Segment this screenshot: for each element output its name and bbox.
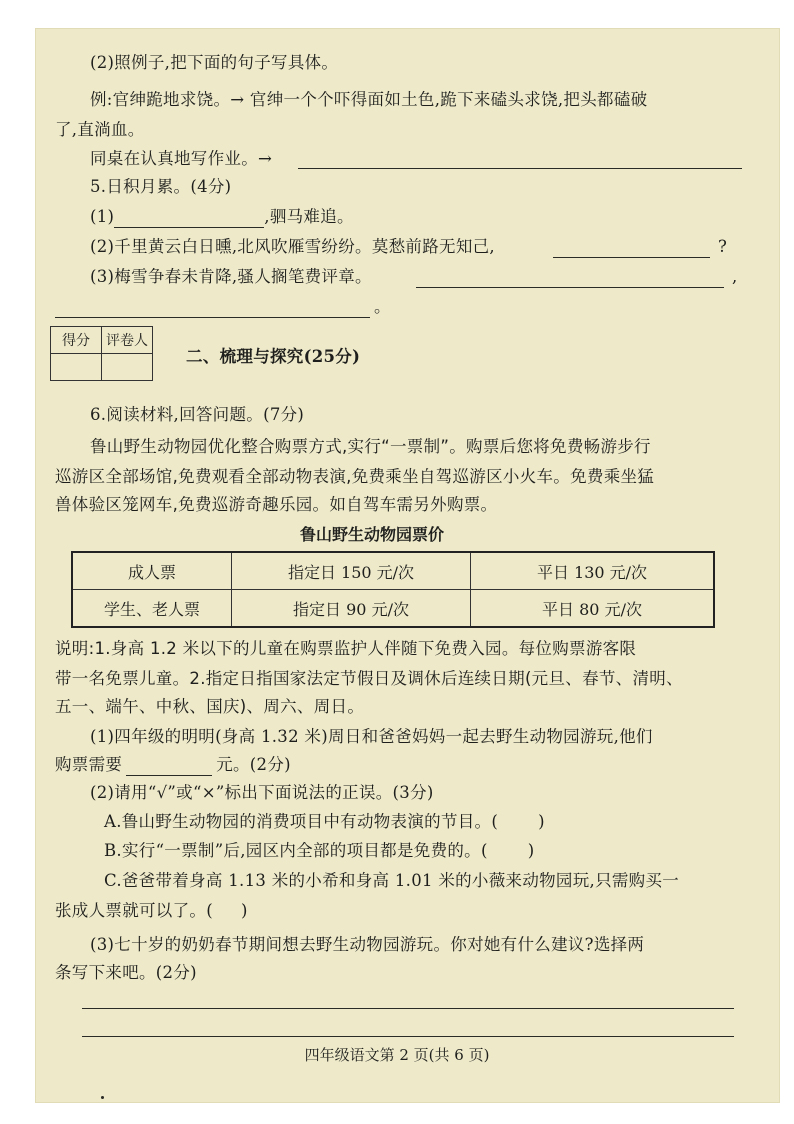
q6-passage-line: 兽体验区笼网车,免费巡游奇趣乐园。如自驾车需另外购票。 (55, 495, 498, 514)
q6-sub1-line1: (1)四年级的明明(身高 1.32 米)周日和爸爸妈妈一起去野生动物园游玩,他们 (90, 727, 653, 746)
grader-cell[interactable] (102, 354, 153, 381)
q6-note-line: 带一名免票儿童。2.指定日指国家法定节假日及调休后连续日期(元旦、春节、清明、 (55, 669, 683, 688)
table-cell: 指定日 150 元/次 (232, 552, 471, 590)
close-paren: ) (240, 901, 248, 920)
q6-passage-line: 巡游区全部场馆,免费观看全部动物表演,免费乘坐自驾巡游区小火车。免费乘坐猛 (55, 467, 655, 486)
q5-item1-prefix: (1) (90, 207, 115, 226)
q4-2-prompt: 同桌在认真地写作业。→ (90, 149, 273, 168)
q6-sub2-a-text: A.鲁山野生动物园的消费项目中有动物表演的节目。( (104, 812, 499, 831)
q5-item1-suffix: ,驷马难追。 (264, 207, 354, 226)
score-box (50, 326, 153, 381)
q6-sub2-c-text: 张成人票就可以了。( (55, 901, 213, 920)
table-cell: 指定日 90 元/次 (232, 590, 471, 628)
q6-sub3-line2: 条写下来吧。(2分) (55, 963, 197, 982)
q6-sub3-answer-line[interactable] (82, 1008, 734, 1009)
close-paren: ) (538, 812, 545, 831)
q4-2-example-line1: 例:官绅跪地求饶。→ 官绅一个个吓得面如土色,跪下来磕头求饶,把头都磕破 (90, 90, 648, 109)
q5-item3-end: , (732, 267, 738, 286)
page-footer: 四年级语文第 2 页(共 6 页) (304, 1046, 490, 1064)
grader-label: 评卷人 (102, 327, 153, 354)
q6-note-line: 说明:1.身高 1.2 米以下的儿童在购票监护人伴随下免费入园。每位购票游客限 (55, 639, 637, 658)
price-table-caption: 鲁山野生动物园票价 (300, 525, 445, 544)
table-cell: 平日 80 元/次 (471, 590, 715, 628)
q5-item3: (3)梅雪争春未肯降,骚人搁笔费评章。 (90, 267, 372, 286)
q6-sub3-answer-line[interactable] (82, 1036, 734, 1037)
q6-sub2-title: (2)请用“√”或“×”标出下面说法的正误。(3分) (90, 783, 434, 802)
section-2-title: 二、梳理与探究(25分) (186, 347, 361, 366)
q5-title: 5.日积月累。(4分) (90, 177, 232, 196)
q6-sub2-a (104, 811, 545, 833)
q6-sub1-line2 (55, 754, 291, 776)
q5-item1-blank[interactable] (114, 209, 264, 228)
score-cell[interactable] (51, 354, 102, 381)
scan-speck (101, 1096, 104, 1099)
q4-2-instruction: (2)照例子,把下面的句子写具体。 (90, 53, 339, 72)
q6-sub1-suffix: 元。(2分) (216, 755, 291, 774)
q6-sub1-answer-blank[interactable] (126, 757, 212, 776)
q6-sub3-line1: (3)七十岁的奶奶春节期间想去野生动物园游玩。你对她有什么建议?选择两 (90, 935, 645, 954)
q5-item2-end: ? (718, 237, 728, 256)
table-cell: 成人票 (72, 552, 232, 590)
score-label: 得分 (51, 327, 102, 354)
q6-sub2-b (104, 840, 534, 862)
table-row (72, 552, 714, 590)
q5-item1 (90, 206, 354, 228)
close-paren: ) (527, 841, 535, 860)
q5-item3-blank2[interactable] (55, 317, 370, 318)
q5-item3-blank1[interactable] (416, 287, 724, 288)
q5-item2: (2)千里黄云白日曛,北风吹雁雪纷纷。莫愁前路无知己, (90, 237, 495, 256)
table-cell: 学生、老人票 (72, 590, 232, 628)
table-cell: 平日 130 元/次 (471, 552, 715, 590)
q6-note-line: 五一、端午、中秋、国庆)、周六、周日。 (55, 697, 365, 716)
q6-passage-line: 鲁山野生动物园优化整合购票方式,实行“一票制”。购票后您将免费畅游步行 (90, 437, 651, 456)
q4-2-answer-line[interactable] (298, 168, 742, 169)
q6-sub2-b-text: B.实行“一票制”后,园区内全部的项目都是免费的。( (104, 841, 488, 860)
price-table (71, 551, 715, 628)
q4-2-example-line2: 了,直淌血。 (55, 120, 145, 139)
q5-item2-blank[interactable] (553, 257, 710, 258)
q6-title: 6.阅读材料,回答问题。(7分) (90, 405, 305, 424)
table-row (72, 590, 714, 628)
q5-item3-close: 。 (374, 297, 391, 316)
q6-sub2-c-line1: C.爸爸带着身高 1.13 米的小希和身高 1.01 米的小薇来动物园玩,只需购买一 (104, 871, 680, 890)
q6-sub2-c-line2 (55, 900, 248, 922)
q6-sub1-prefix: 购票需要 (55, 755, 123, 774)
